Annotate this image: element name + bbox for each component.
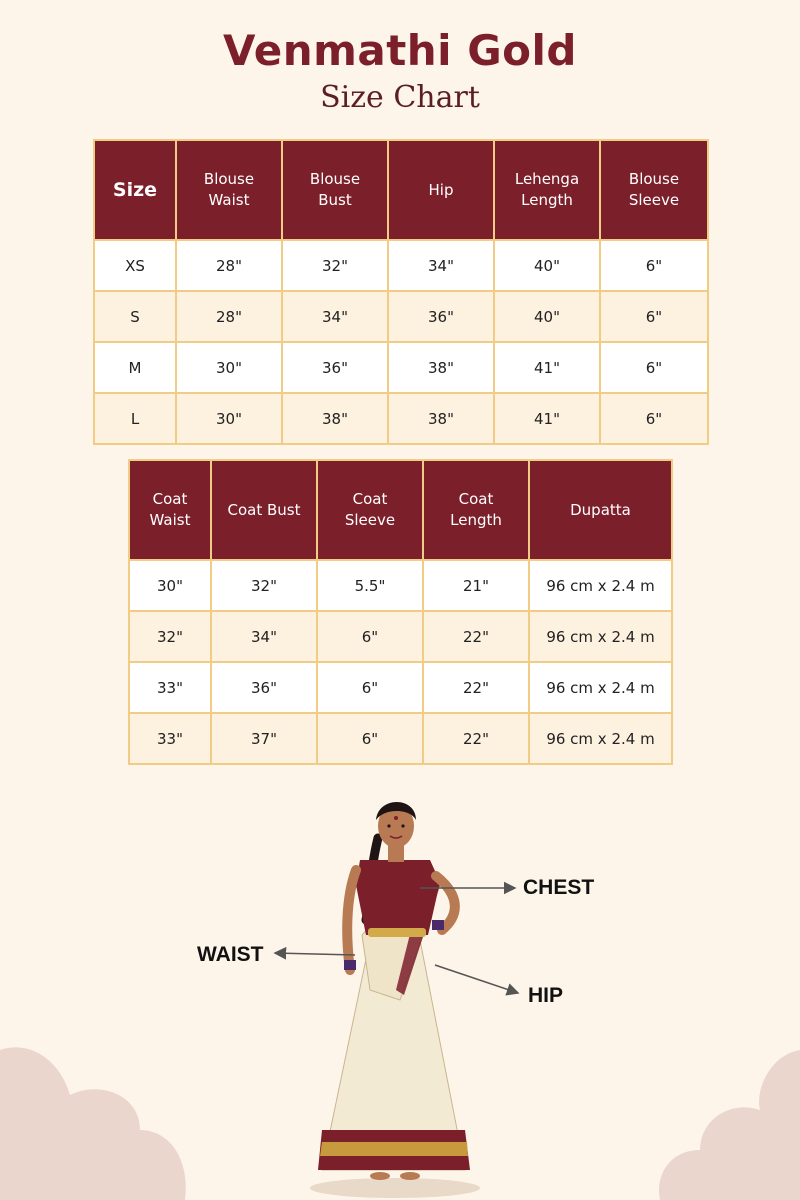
table-cell: 34" [282, 291, 388, 342]
hip-arrow [435, 965, 518, 993]
table-cell: 28" [176, 240, 282, 291]
header-blouse-bust: Blouse Bust [282, 140, 388, 240]
table-cell: 96 cm x 2.4 m [529, 662, 672, 713]
header-size: Size [94, 140, 176, 240]
table-cell: 33" [129, 662, 211, 713]
table-cell: 22" [423, 713, 529, 764]
header-blouse-waist: Blouse Waist [176, 140, 282, 240]
size-cell: M [94, 342, 176, 393]
table-cell: 36" [282, 342, 388, 393]
table-cell: 36" [388, 291, 494, 342]
page-subtitle: Size Chart [320, 80, 480, 115]
table-cell: 6" [600, 240, 708, 291]
table-cell: 34" [388, 240, 494, 291]
table-header-row [94, 140, 708, 240]
table-cell: 38" [388, 342, 494, 393]
table-cell: 96 cm x 2.4 m [529, 713, 672, 764]
header-hip: Hip [388, 140, 494, 240]
table-cell: 34" [211, 611, 317, 662]
table-row [94, 291, 708, 342]
table-cell: 6" [600, 393, 708, 444]
table-cell: 5.5" [317, 560, 423, 611]
table-cell: 38" [282, 393, 388, 444]
table-cell: 30" [176, 342, 282, 393]
table-cell: 41" [494, 342, 600, 393]
header-coat-length: Coat Length [423, 460, 529, 560]
table-cell: 30" [129, 560, 211, 611]
table-cell: 6" [317, 611, 423, 662]
size-cell: S [94, 291, 176, 342]
table-row [129, 662, 672, 713]
cloud-right-decoration [620, 1050, 800, 1200]
table-header-row [129, 460, 672, 560]
header-lehenga-length: Lehenga Length [494, 140, 600, 240]
table-cell: 6" [317, 662, 423, 713]
size-table-coat [128, 459, 673, 765]
table-cell: 30" [176, 393, 282, 444]
header-dupatta: Dupatta [529, 460, 672, 560]
table-cell: 6" [317, 713, 423, 764]
size-table-main [93, 139, 709, 445]
table-cell: 22" [423, 611, 529, 662]
table-cell: 33" [129, 713, 211, 764]
size-cell: XS [94, 240, 176, 291]
measurement-arrows [270, 875, 520, 1005]
table-cell: 41" [494, 393, 600, 444]
table-cell: 38" [388, 393, 494, 444]
header-coat-sleeve: Coat Sleeve [317, 460, 423, 560]
table-row [94, 393, 708, 444]
waist-arrow [275, 953, 355, 955]
table-cell: 32" [129, 611, 211, 662]
header-coat-bust: Coat Bust [211, 460, 317, 560]
header-blouse-sleeve: Blouse Sleeve [600, 140, 708, 240]
table-cell: 32" [282, 240, 388, 291]
waist-label: WAIST [197, 943, 264, 966]
hip-label: HIP [528, 984, 564, 1007]
header-coat-waist: Coat Waist [129, 460, 211, 560]
table-cell: 28" [176, 291, 282, 342]
table-cell: 6" [600, 291, 708, 342]
table-row [129, 560, 672, 611]
table-row [129, 713, 672, 764]
chest-label: CHEST [523, 876, 595, 899]
table-row [129, 611, 672, 662]
table-cell: 96 cm x 2.4 m [529, 611, 672, 662]
table-row [94, 342, 708, 393]
table-cell: 40" [494, 291, 600, 342]
table-cell: 6" [600, 342, 708, 393]
size-cell: L [94, 393, 176, 444]
table-cell: 40" [494, 240, 600, 291]
table-cell: 32" [211, 560, 317, 611]
table-row [94, 240, 708, 291]
table-cell: 96 cm x 2.4 m [529, 560, 672, 611]
table-cell: 37" [211, 713, 317, 764]
table-cell: 22" [423, 662, 529, 713]
brand-title: Venmathi Gold [223, 26, 577, 75]
table-cell: 36" [211, 662, 317, 713]
table-cell: 21" [423, 560, 529, 611]
cloud-left-decoration [0, 1040, 200, 1200]
